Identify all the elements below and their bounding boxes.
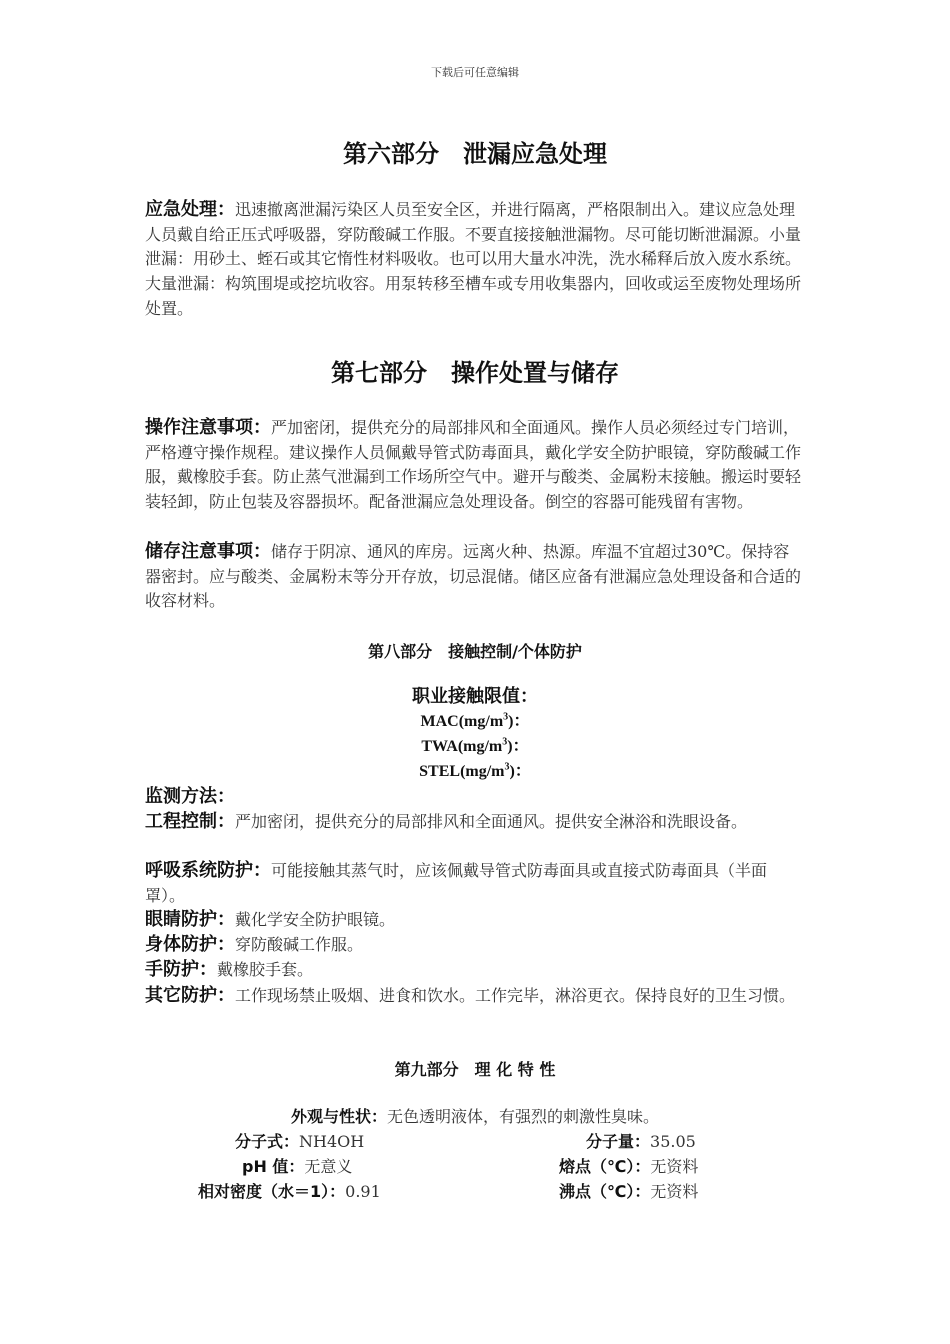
storage-text: 储存于阴凉、通风的库房。远离火种、热源。库温不宜超过30℃。保持容器密封。应与酸类、金属粉末等分开存放，切忌混储。储区应备有泄漏应急处理设备和合适的收容材料。: [145, 542, 802, 611]
appearance-label: 外观与性状：: [290, 1107, 387, 1126]
emergency-text: 迅速撤离泄漏污染区人员至安全区，并进行隔离，严格限制出入。建议应急处理人员戴自给正压式呼吸器，穿防酸碱工作服。不要直接接触泄漏物。尽可能切断泄漏源。小量泄漏：用砂土、蛭石或其它惰性材料吸收。也可以用大量水冲洗，洗水稀释后放入废水系统。大量泄漏：构筑围堤或挖坑收容。用泵转移至槽车或专用收集器内，回收或运至废物处理场所处置。: [145, 200, 802, 318]
density-value: 0.91: [345, 1182, 381, 1201]
mp-label: 熔点（℃）：: [559, 1157, 651, 1176]
formula-label: 分子式：: [235, 1132, 300, 1151]
operation-text: 严加密闭，提供充分的局部排风和全面通风。操作人员必须经过专门培训，严格遵守操作规程。建议操作人员佩戴导管式防毒面具，戴化学安全防护眼镜，穿防酸碱工作服，戴橡胶手套。防止蒸气泄漏到工作场所空气中。避开与酸类、金属粉末接触。搬运时要轻装轻卸，防止包装及容器损坏。配备泄漏应急处理设备。倒空的容器可能残留有害物。: [145, 418, 802, 512]
section-8-title: 第八部分 接触控制/个体防护: [368, 642, 582, 661]
monitor-paragraph: [145, 785, 805, 810]
body-text: 穿防酸碱工作服。: [235, 935, 364, 954]
mw-value: 35.05: [650, 1132, 696, 1151]
section-9-title: 第九部分 理 化 特 性: [394, 1060, 556, 1079]
respiratory-paragraph: [145, 859, 805, 908]
hand-text: 戴橡胶手套。: [217, 960, 314, 979]
emergency-label: 应急处理：: [145, 199, 235, 220]
section-6-title: 第六部分 泄漏应急处理: [343, 140, 607, 168]
engineering-label: 工程控制：: [145, 811, 235, 832]
section-7-title: 第七部分 操作处置与储存: [331, 359, 619, 387]
bp-cell: [559, 1179, 698, 1202]
other-text: 工作现场禁止吸烟、进食和饮水。工作完毕，淋浴更衣。保持良好的卫生习惯。: [235, 986, 796, 1005]
section-6-emergency-paragraph: [145, 198, 805, 322]
other-paragraph: [145, 984, 805, 1009]
density-cell: [198, 1179, 381, 1202]
bp-value: 无资料: [650, 1182, 699, 1201]
body-paragraph: [145, 933, 805, 958]
hand-label: 手防护：: [145, 959, 217, 980]
operation-paragraph: [145, 416, 805, 515]
storage-label: 储存注意事项：: [145, 541, 271, 562]
eye-paragraph: [145, 908, 805, 933]
stel-line: $STEL(mg/m^3)$：: [419, 761, 531, 780]
engineering-text: 严加密闭，提供充分的局部排风和全面通风。提供安全淋浴和洗眼设备。: [235, 812, 748, 831]
appearance-row: [0, 1104, 950, 1127]
formula-cell: [235, 1129, 364, 1152]
mp-cell: [559, 1154, 698, 1177]
eye-label: 眼睛防护：: [145, 909, 235, 930]
monitor-label: 监测方法：: [145, 786, 235, 807]
ph-cell: [242, 1154, 352, 1177]
exposure-limit-heading: 职业接触限值：: [412, 686, 538, 707]
formula-value: NH4OH: [299, 1132, 365, 1151]
ph-value: 无意义: [304, 1157, 353, 1176]
header-note: 下载后可任意编辑: [431, 66, 519, 79]
eye-text: 戴化学安全防护眼镜。: [235, 910, 396, 929]
body-label: 身体防护：: [145, 934, 235, 955]
mp-value: 无资料: [650, 1157, 699, 1176]
mw-label: 分子量：: [586, 1132, 651, 1151]
operation-label: 操作注意事项：: [145, 417, 271, 438]
density-label: 相对密度（水＝1）：: [198, 1182, 346, 1201]
ph-label: pH 值：: [242, 1157, 305, 1176]
other-label: 其它防护：: [145, 985, 235, 1006]
engineering-paragraph: [145, 810, 805, 835]
storage-paragraph: [145, 540, 805, 614]
respiratory-label: 呼吸系统防护：: [145, 860, 271, 881]
appearance-value: 无色透明液体，有强烈的刺激性臭味。: [387, 1107, 660, 1126]
mw-cell: [586, 1129, 696, 1152]
twa-line: $TWA(mg/m^3)$：: [421, 736, 529, 755]
mac-line: $MAC(mg/m^3)$：: [420, 711, 530, 730]
hand-paragraph: [145, 958, 805, 983]
bp-label: 沸点（℃）：: [559, 1182, 651, 1201]
respiratory-text: 可能接触其蒸气时，应该佩戴导管式防毒面具或直接式防毒面具（半面罩）。: [145, 861, 768, 905]
